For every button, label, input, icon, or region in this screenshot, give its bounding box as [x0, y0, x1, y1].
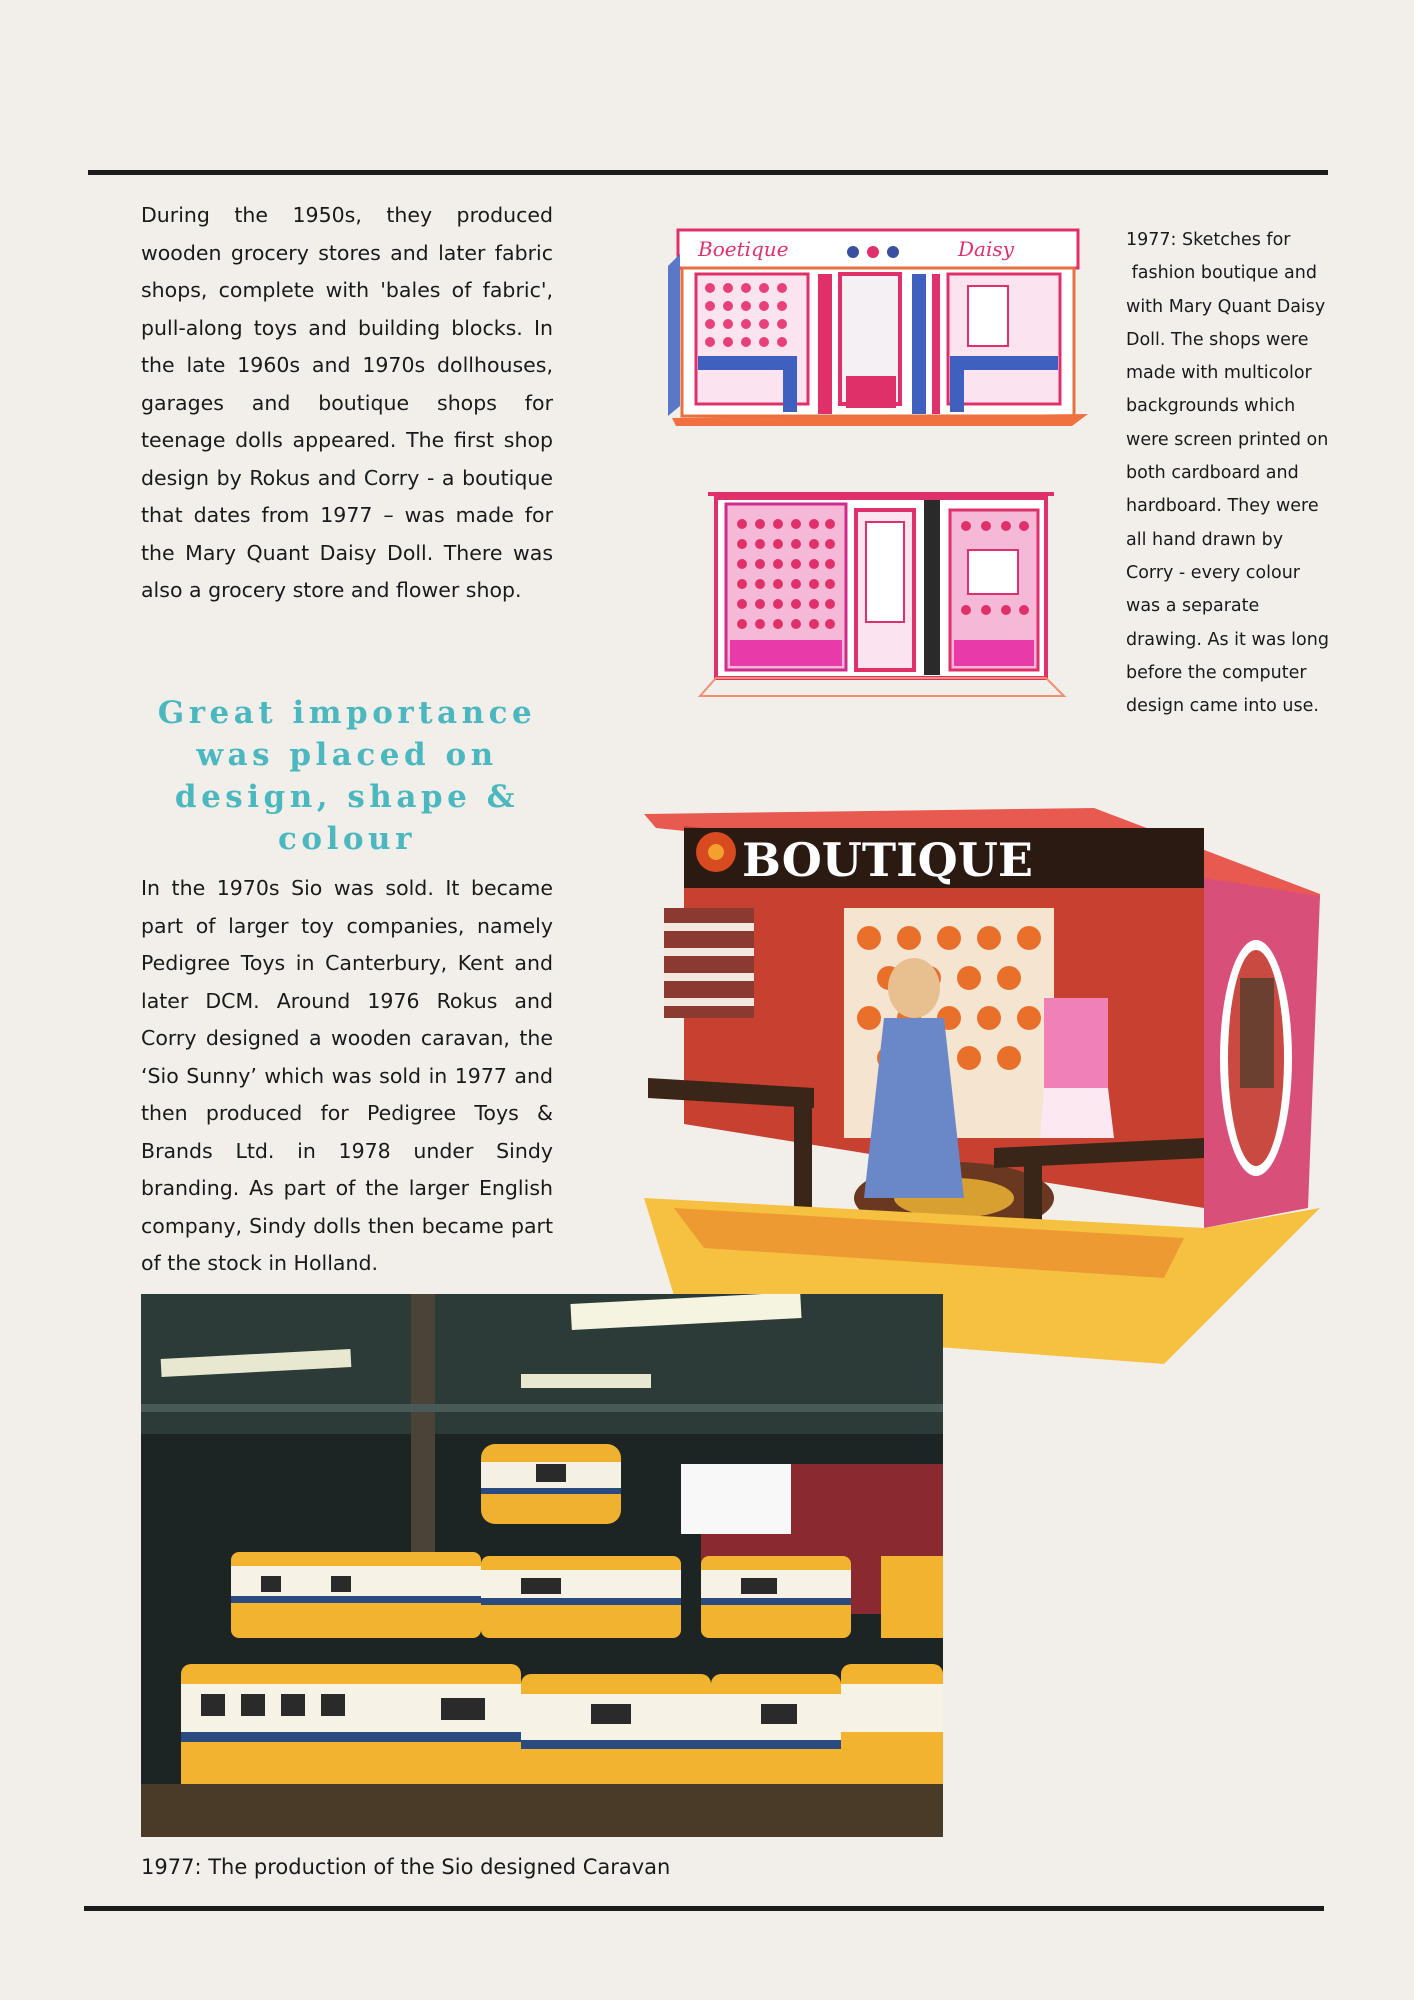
boutique-toy-photo — [644, 808, 1320, 1364]
sketch-sign-right: Daisy — [958, 237, 1014, 261]
top-divider-rule — [88, 170, 1328, 175]
caravan-row-front — [181, 1664, 943, 1804]
bottom-divider-rule — [84, 1906, 1324, 1911]
caravan-production-photo — [141, 1294, 943, 1837]
section-heading: Great importance was placed on design, shape & colour — [157, 695, 537, 857]
history-paragraph: In the 1970s Sio was sold. It became part of larger toy companies, namely Pedigree Toys in Canterbury, Kent and later DCM. Around 1976 Rokus and Corry designed a wooden caravan, the ‘Sio Sunny’ which was sold in 1977 and then produced for Pedigree Toys & Brands Ltd. in 1978 under Sindy branding. As part of the larger English company, Sindy dolls then became part of the stock in Holland. — [141, 876, 553, 1275]
boutique-sketch-variant-image — [696, 490, 1068, 702]
sketch-sign-left: Boetique — [698, 237, 789, 261]
caravan-caption: 1977: The production of the Sio designed Caravan — [141, 1855, 671, 1879]
boutique-sign-text: BOUTIQUE — [742, 833, 1033, 887]
sketches-caption: 1977: Sketches for fashion boutique and with Mary Quant Daisy Doll. The shops were made with multicolor backgrounds which were screen printed on both cardboard and hardboard. They were all hand drawn by Corry - every colour was a separate drawing. As it was long before the computer design came into use. — [1126, 230, 1329, 717]
intro-paragraph: During the 1950s, they produced wooden grocery stores and later fabric shops, complete with 'bales of fabric', pull-along toys and building blocks. In the late 1960s and 1970s dollhouses, garages and boutique shops for teenage dolls appeared. The first shop design by Rokus and Corry - a boutique that dates from 1977 – was made for the Mary Quant Daisy Doll. There was also a grocery store and flower shop. — [141, 203, 553, 602]
boutique-sketch-front-image — [668, 226, 1088, 436]
